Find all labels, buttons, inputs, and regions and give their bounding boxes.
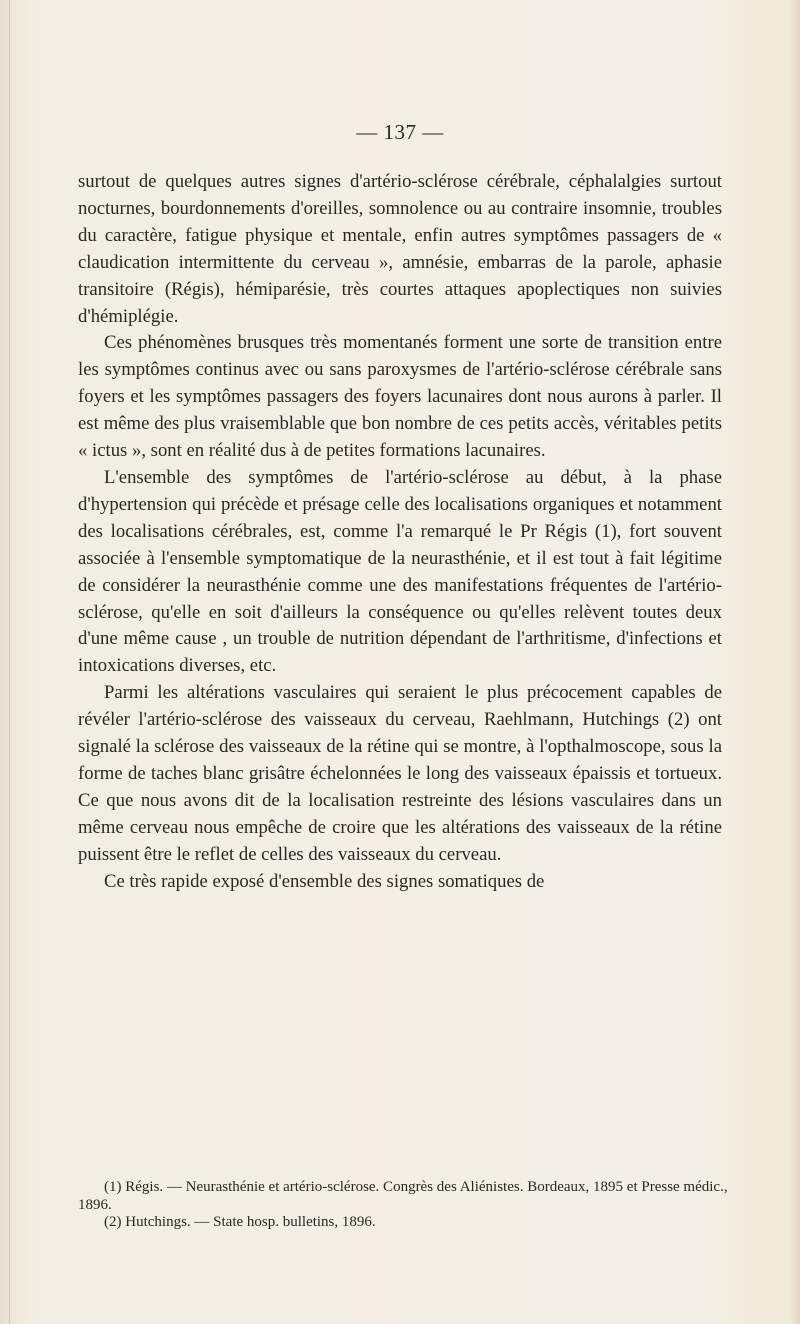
page-number: — 137 — (356, 120, 444, 144)
paragraph-5: Ce très rapide exposé d'ensemble des signes somatiques de (104, 870, 545, 892)
footnotes (78, 1179, 728, 1232)
binding-edge (9, 0, 10, 1324)
footnote-1: (1) Régis. — Neurasthénie et artério-sclérose. Congrès des Aliénistes. Bordeaux, 1895 et Presse médic., 1896. (78, 1179, 728, 1213)
body-text (78, 169, 722, 895)
paragraph-3: L'ensemble des symptômes de l'artério-sclérose au début, à la phase d'hypertension qui précède et présage celle des localisations organiques et notamment des localisations cérébrales, est, comme l'a remarqué le Pr Régis (1), fort souvent associée à l'ensemble symptomatique de la neurasthénie, et il est tout à fait légitime de considérer la neurasthénie comme une des manifestations fréquentes de l'artério-sclérose, qu'elle en soit d'ailleurs la conséquence ou qu'elles relèvent toutes deux d'une même cause , un trouble de nutrition dépendant de l'arthritisme, d'infections et intoxications diverses, etc. (78, 466, 722, 677)
footnote-2: (2) Hutchings. — State hosp. bulletins, 1896. (104, 1214, 376, 1231)
paragraph-1: surtout de quelques autres signes d'artério-sclérose cérébrale, céphalalgies surtout nocturnes, bourdonnements d'oreilles, somnolence ou au contraire insomnie, troubles du caractère, fatigue physique et mentale, enfin autres symptômes passagers de « claudication intermittente du cerveau », amnésie, embarras de la parole, aphasie transitoire (Régis), hémiparésie, très courtes attaques apoplectiques non suivies d'hémiplégie. (78, 171, 722, 327)
paragraph-4: Parmi les altérations vasculaires qui seraient le plus précocement capables de révéler l'artério-sclérose des vaisseaux du cerveau, Raehlmann, Hutchings (2) ont signalé la sclérose des vaisseaux de la rétine qui se montre, à l'opthalmoscope, sous la forme de taches blanc grisâtre échelonnées le long des vaisseaux épaissis et tortueux. Ce que nous avons dit de la localisation restreinte des lésions vasculaires dans un même cerveau nous empêche de croire que les altérations des vaisseaux de la rétine puissent être le reflet de celles des vaisseaux du cerveau. (78, 682, 722, 865)
paragraph-2: Ces phénomènes brusques très momentanés forment une sorte de transition entre les symptômes continus avec ou sans paroxysmes de l'artério-sclérose cérébrale sans foyers et les symptômes passagers des foyers lacunaires dont nous aurons à parler. Il est même des plus vraisemblable que bon nombre de ces petits accès, véritables petits « ictus », sont en réalité dus à de petites formations lacunaires. (78, 332, 722, 462)
